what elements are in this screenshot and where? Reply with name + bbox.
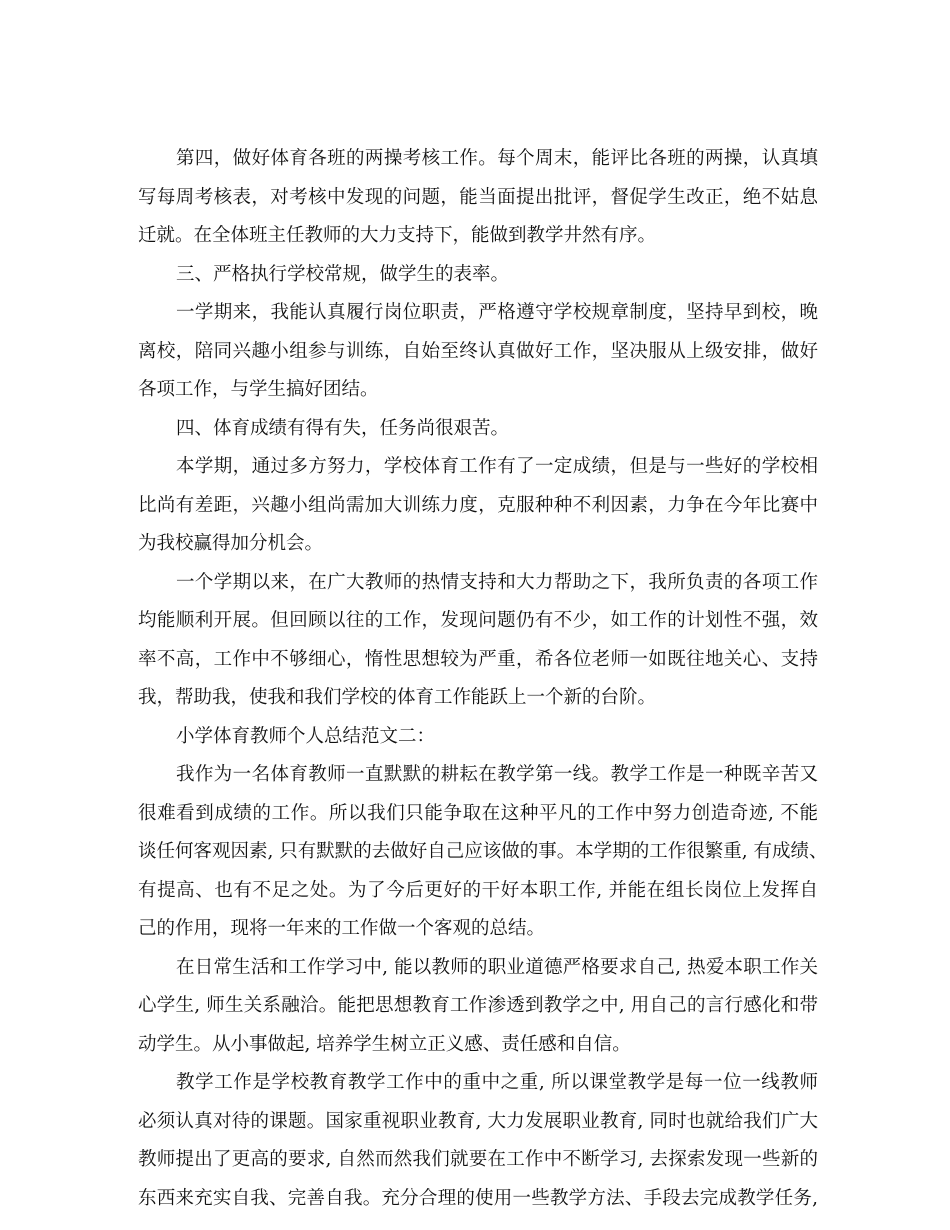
text-line-11: 为我校赢得加分机会。 [138, 533, 324, 554]
text-line-17: 我作为一名体育教师一直默默的耕耘在教学第一线。教学工作是一种既辛苦又 [176, 764, 818, 785]
text-line-26: 必须认真对待的课题。国家重视职业教育, 大力发展职业教育, 同时也就给我们广大 [138, 1110, 818, 1132]
text-line-25: 教学工作是学校教育教学工作中的重中之重, 所以课堂教学是每一位一线教师 [176, 1072, 818, 1093]
text-line-10: 比尚有差距，兴趣小组尚需加大训练力度，克服种种不利因素，力争在今年比赛中 [138, 494, 818, 516]
text-line-19: 谈任何客观因素, 只有默默的去做好自己应该做的事。本学期的工作很繁重, 有成绩、 [138, 841, 828, 862]
essay-two-title: 小学体育教师个人总结范文二： [176, 725, 436, 747]
document-body [138, 140, 828, 1218]
text-line-23: 心学生, 师生关系融洽。能把思想教育工作渗透到教学之中, 用自己的言行感化和带 [138, 995, 818, 1016]
text-line-14: 率不高，工作中不够细心，惰性思想较为严重，希各位老师一如既往地关心、支持 [138, 648, 818, 670]
text-line-15: 我，帮助我，使我和我们学校的体育工作能跃上一个新的台阶。 [138, 687, 657, 708]
text-line-20: 有提高、也有不足之处。为了今后更好的干好本职工作, 并能在组长岗位上发挥自 [138, 879, 818, 901]
text-line-24: 动学生。从小事做起, 培养学生树立正义感、责任感和自信。 [138, 1033, 631, 1055]
text-line-18: 很难看到成绩的工作。所以我们只能争取在这种平凡的工作中努力创造奇迹, 不能 [138, 802, 818, 824]
text-line-21: 己的作用，现将一年来的工作做一个客观的总结。 [138, 918, 546, 939]
text-line-7: 各项工作，与学生搞好团结。 [138, 379, 379, 400]
text-line-13: 均能顺利开展。但回顾以往的工作，发现问题仍有不少，如工作的计划性不强，效 [138, 610, 818, 631]
text-line-3: 迁就。在全体班主任教师的大力支持下，能做到教学井然有序。 [138, 225, 657, 246]
text-line-12: 一个学期以来，在广大教师的热情支持和大力帮助之下，我所负责的各项工作 [176, 571, 818, 593]
section-heading-4: 四、体育成绩有得有失，任务尚很艰苦。 [176, 417, 510, 439]
text-line-22: 在日常生活和工作学习中, 能以教师的职业道德严格要求自己, 热爱本职工作关 [176, 956, 818, 978]
text-line-28: 东西来充实自我、完善自我。充分合理的使用一些教学方法、手段去完成教学任务, [138, 1187, 818, 1209]
text-line-5: 一学期来，我能认真履行岗位职责，严格遵守学校规章制度，坚持早到校，晚 [176, 302, 818, 323]
text-line-1: 第四，做好体育各班的两操考核工作。每个周末，能评比各班的两操，认真填 [176, 148, 818, 169]
text-line-27: 教师提出了更高的要求, 自然而然我们就要在工作中不断学习, 去探索发现一些新的 [138, 1149, 818, 1170]
text-line-6: 离校，陪同兴趣小组参与训练，自始至终认真做好工作，坚决服从上级安排，做好 [138, 340, 818, 362]
text-line-9: 本学期，通过多方努力，学校体育工作有了一定成绩，但是与一些好的学校相 [176, 456, 818, 477]
text-line-2: 写每周考核表，对考核中发现的问题，能当面提出批评，督促学生改正，绝不姑息 [138, 186, 818, 208]
section-heading-3: 三、严格执行学校常规，做学生的表率。 [176, 263, 510, 285]
